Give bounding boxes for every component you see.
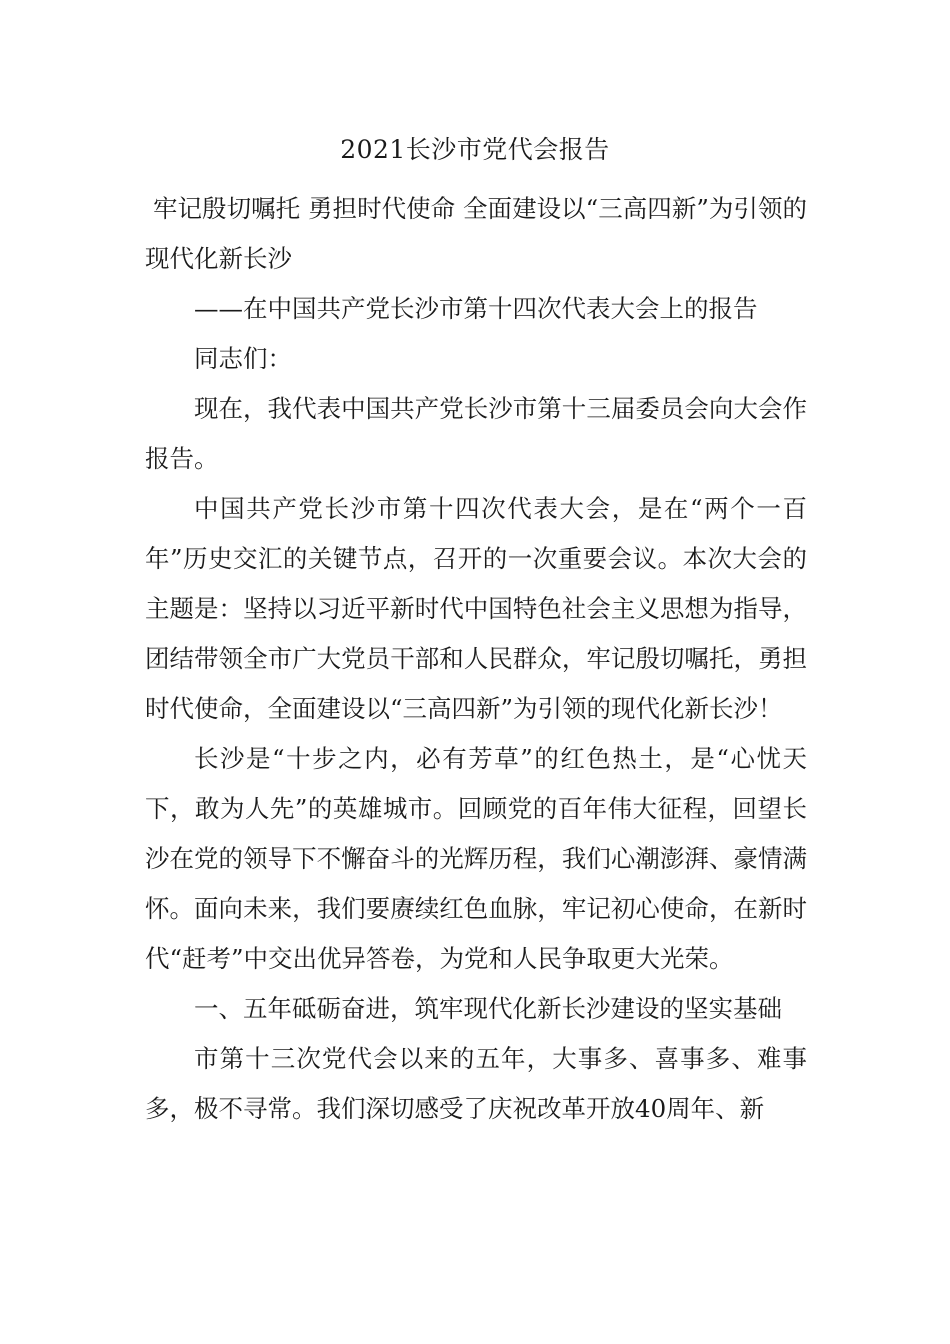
section-heading: 一、五年砥砺奋进，筑牢现代化新长沙建设的坚实基础	[194, 994, 782, 1023]
section-paragraph: 市第十三次党代会以来的五年，大事多、喜事多、难事多，极不寻常。我们深切感受了庆祝改革开放40周年、新	[145, 1044, 807, 1123]
salutation: 同志们：	[194, 344, 292, 373]
document-title: 2021长沙市党代会报告	[340, 135, 610, 164]
body-paragraph: 长沙是“十步之内，必有芳草”的红色热土，是“心忧天下，敢为人先”的英雄城市。回顾党的百年伟大征程，回望长沙在党的领导下不懈奋斗的光辉历程，我们心潮澎湃、豪情满怀。面向未来，我们要赓续红色血脉，牢记初心使命，在新时代“赶考”中交出优异答卷，为党和人民争取更大光荣。	[145, 744, 807, 973]
body-paragraph: 中国共产党长沙市第十四次代表大会，是在“两个一百年”历史交汇的关键节点，召开的一次重要会议。本次大会的主题是：坚持以习近平新时代中国特色社会主义思想为指导，团结带领全市广大党员干部和人民群众，牢记殷切嘱托，勇担时代使命，全面建设以“三高四新”为引领的现代化新长沙！	[145, 494, 807, 723]
body-paragraph: 现在，我代表中国共产党长沙市第十三届委员会向大会作报告。	[145, 394, 807, 473]
document-body	[145, 184, 807, 1134]
report-subtitle: 牢记殷切嘱托 勇担时代使命 全面建设以“三高四新”为引领的现代化新长沙	[145, 194, 807, 273]
report-byline: ——在中国共产党长沙市第十四次代表大会上的报告	[194, 294, 758, 323]
